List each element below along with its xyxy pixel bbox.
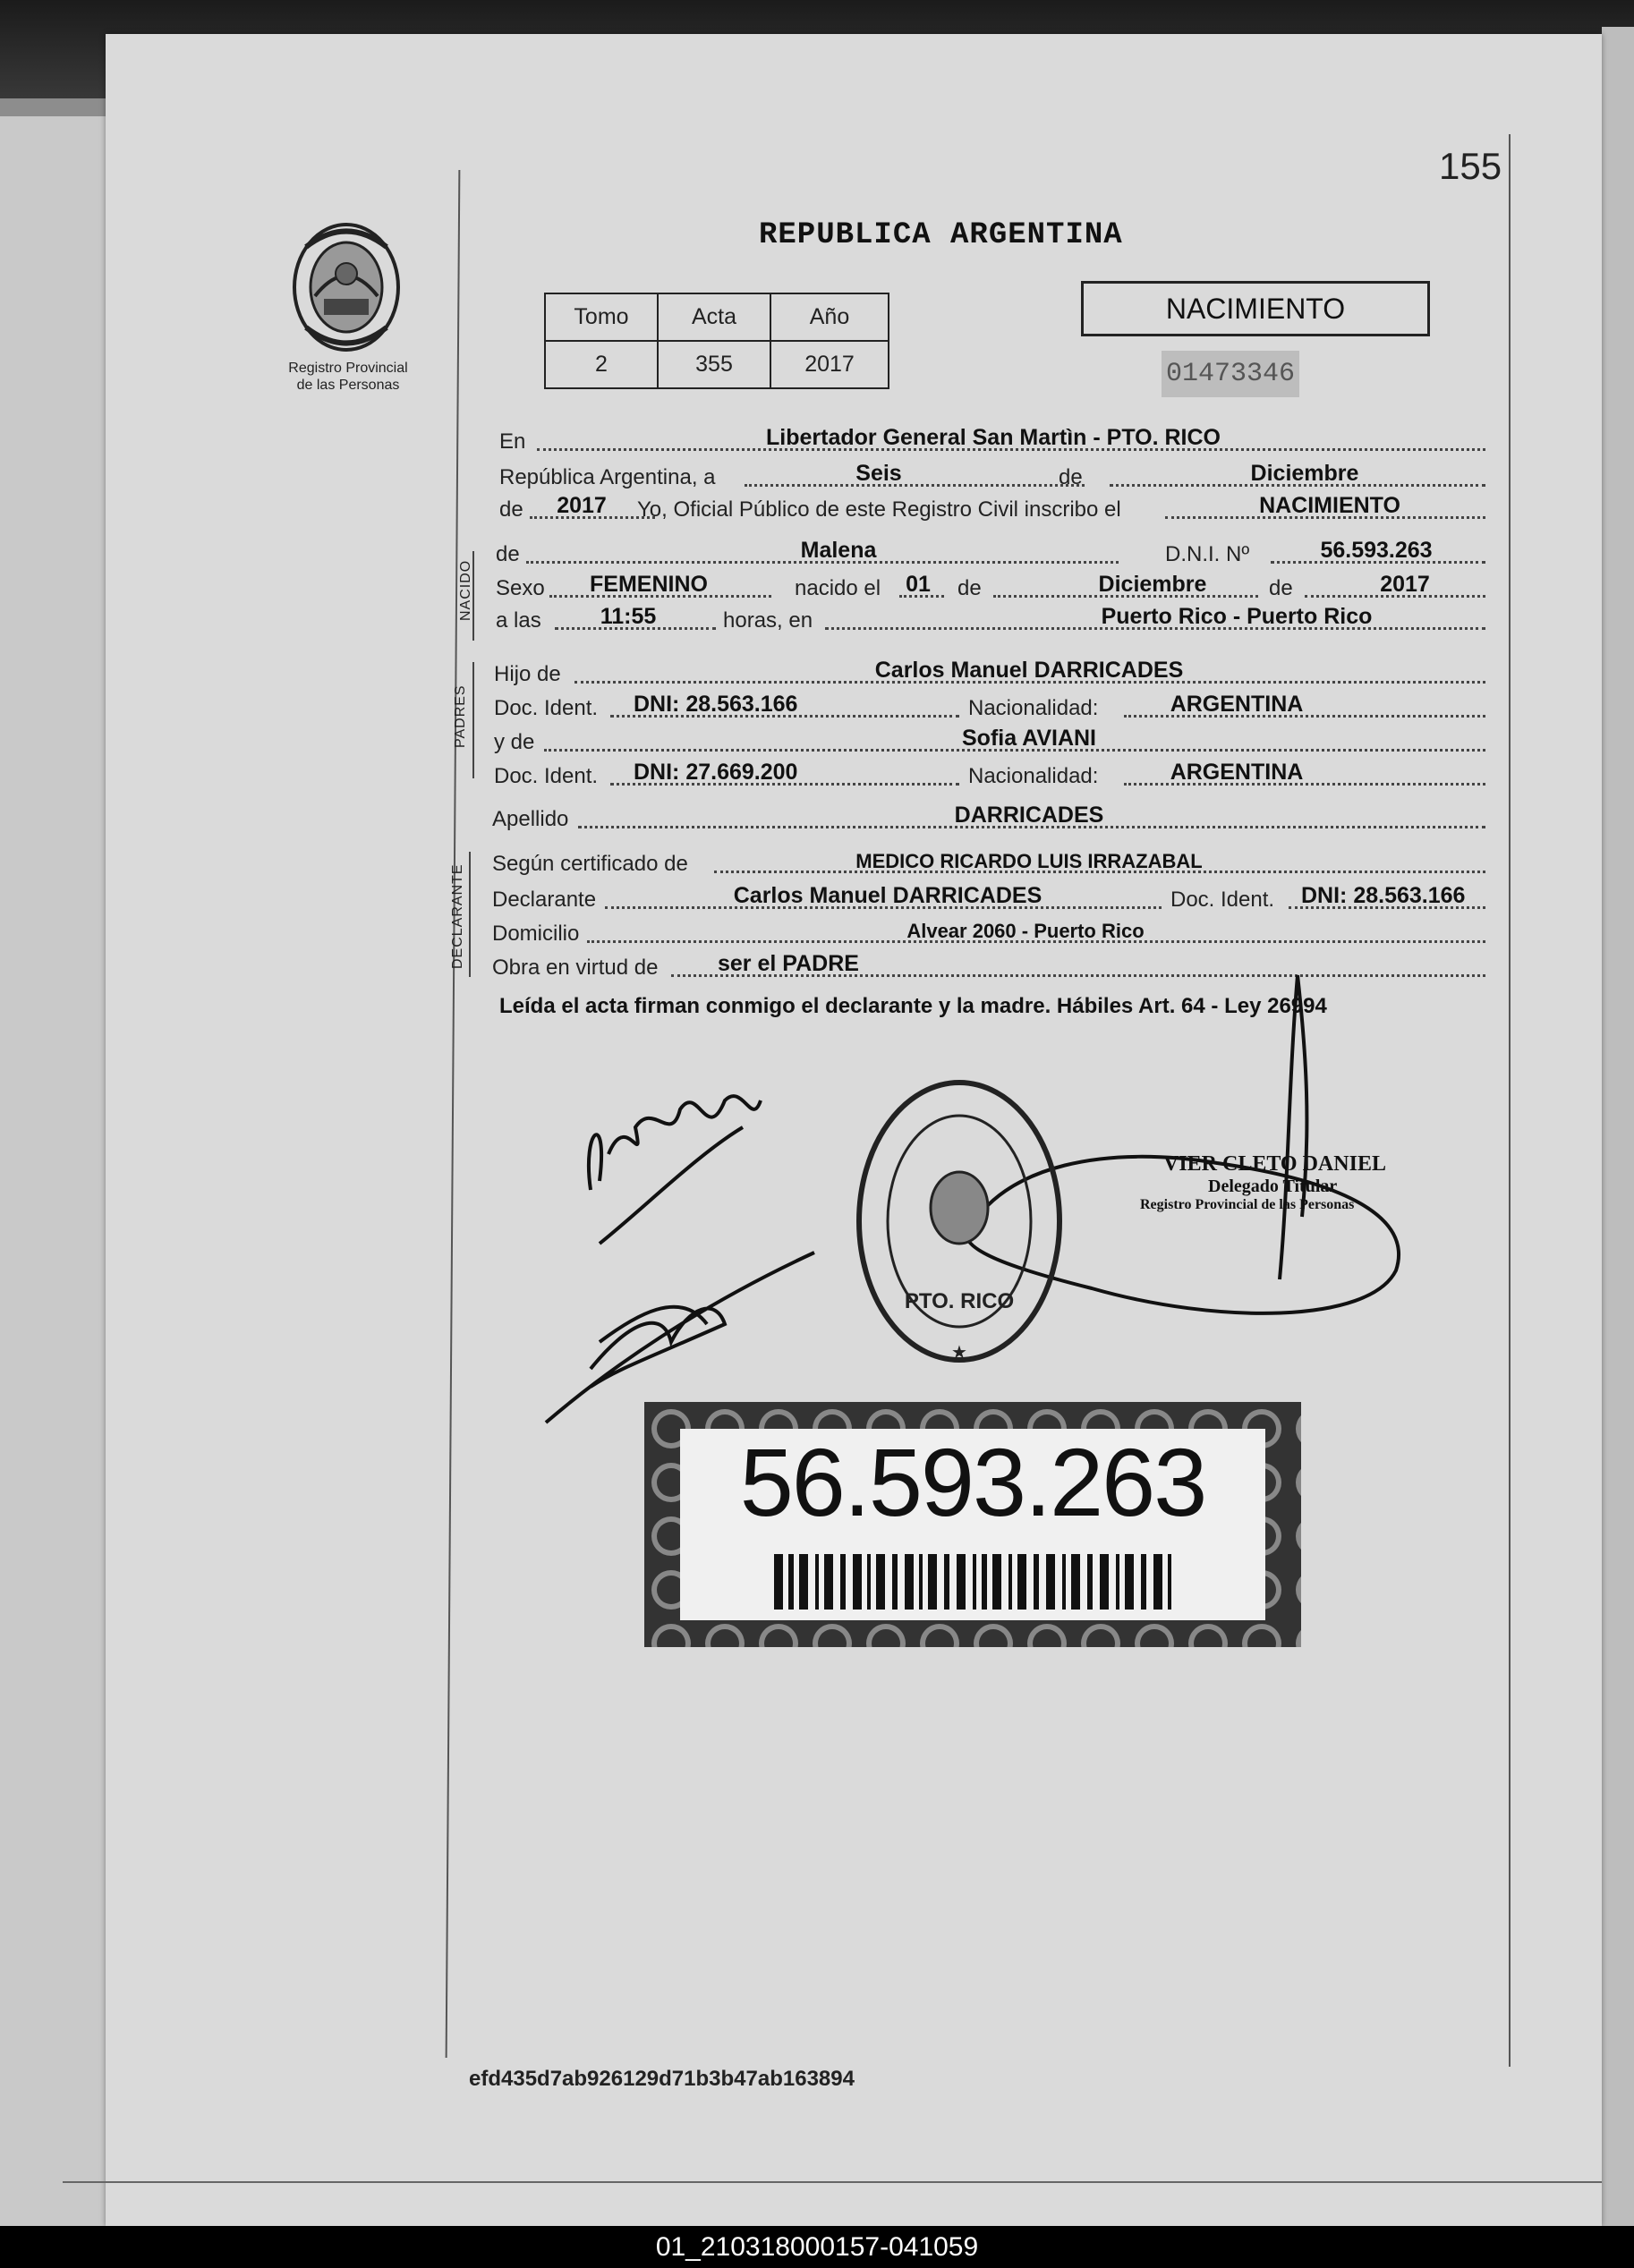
delegate-stamp xyxy=(1140,1152,1386,1213)
document-hash: efd435d7ab926129d71b3b47ab163894 xyxy=(469,2067,855,2091)
value-lugar-nacimiento: Puerto Rico - Puerto Rico xyxy=(1101,604,1373,629)
row-hora xyxy=(492,601,1485,635)
row-domicilio xyxy=(492,914,1485,948)
label-inscribo: Yo, Oficial Público de este Registro Civil inscribo el xyxy=(637,497,1121,522)
table-value-tomo: 2 xyxy=(545,341,658,388)
label-certificado: Según certificado de xyxy=(492,852,688,876)
label-de-anio: de xyxy=(499,497,523,522)
value-mes: Diciembre xyxy=(1250,461,1359,486)
label-doc-padre: Doc. Ident. xyxy=(494,696,599,720)
value-anio-nacimiento: 2017 xyxy=(1380,572,1430,597)
delegate-role: Delegado Titular xyxy=(1208,1176,1338,1196)
official-stamp xyxy=(852,1074,1067,1369)
table-value-acta: 355 xyxy=(658,341,770,388)
dots xyxy=(745,484,1085,487)
file-id-bar xyxy=(0,2226,1634,2268)
row-padre-doc xyxy=(492,689,1485,723)
label-nacionalidad-padre: Nacionalidad: xyxy=(968,696,1099,720)
label-de-mes: de xyxy=(957,576,982,600)
table-value-anio: 2017 xyxy=(770,341,889,388)
page-edge xyxy=(1602,27,1634,2228)
table-header-anio: Año xyxy=(770,293,889,341)
left-page-stub xyxy=(0,116,106,2228)
record-table-value-row xyxy=(545,341,889,388)
section-declarante: DECLARANTE xyxy=(450,863,465,969)
value-hora: 11:55 xyxy=(600,604,657,629)
label-en: En xyxy=(499,429,526,454)
closing-text: Leída el acta firman conmigo el declarante y la madre. Hábiles Art. 64 - Ley 26994 xyxy=(499,994,1327,1018)
delegate-office: Registro Provincial de las Personas xyxy=(1140,1197,1355,1212)
row-inscribo xyxy=(492,490,1485,524)
record-table-header-row xyxy=(545,293,889,341)
value-padre-nacionalidad: ARGENTINA xyxy=(1170,692,1304,717)
registry-name xyxy=(265,360,431,394)
label-nacido-el: nacido el xyxy=(795,576,881,600)
stamp-center-text: PTO. RICO xyxy=(904,1289,1015,1313)
value-lugar-registro: Libertador General San Martìn - PTO. RICO xyxy=(766,425,1221,450)
label-horas-en: horas, en xyxy=(723,608,813,633)
serial-number: 01473346 xyxy=(1162,351,1299,397)
row-declarante xyxy=(492,880,1485,914)
declarante-bar xyxy=(469,852,471,977)
row-nombre xyxy=(492,535,1485,569)
record-type-box: NACIMIENTO xyxy=(1081,281,1430,336)
value-madre-nacionalidad: ARGENTINA xyxy=(1170,760,1304,785)
svg-text:★: ★ xyxy=(951,1341,967,1363)
row-certificado xyxy=(492,845,1485,879)
registry-line-2: de las Personas xyxy=(296,378,400,393)
value-dni: 56.593.263 xyxy=(1320,538,1433,563)
value-sexo: FEMENINO xyxy=(590,572,708,597)
value-nombre: Malena xyxy=(800,538,877,563)
value-padre: Carlos Manuel DARRICADES xyxy=(874,658,1184,683)
table-header-tomo: Tomo xyxy=(545,293,658,341)
label-de: de xyxy=(1059,465,1083,489)
row-apellido xyxy=(492,800,1485,834)
row-y-de xyxy=(492,723,1485,757)
value-declarante: Carlos Manuel DARRICADES xyxy=(733,883,1043,908)
label-hijo-de: Hijo de xyxy=(494,662,561,686)
barcode-bars-icon xyxy=(774,1554,1171,1610)
label-doc-declarante: Doc. Ident. xyxy=(1170,888,1275,912)
value-padre-doc: DNI: 28.563.166 xyxy=(634,692,798,717)
value-mes-nacimiento: Diciembre xyxy=(1098,572,1207,597)
bottom-rule xyxy=(63,2181,1602,2183)
row-hijo-de xyxy=(492,655,1485,689)
section-padres: PADRES xyxy=(453,684,468,748)
label-domicilio: Domicilio xyxy=(492,922,580,946)
label-dni: D.N.I. Nº xyxy=(1165,542,1250,566)
right-margin-rule xyxy=(1509,134,1511,2067)
barcode-label xyxy=(644,1402,1301,1647)
label-y-de: y de xyxy=(494,730,535,754)
barcode-panel xyxy=(680,1429,1265,1620)
row-sexo xyxy=(492,569,1485,603)
page-title: REPUBLICA ARGENTINA xyxy=(759,218,1123,252)
row-en xyxy=(492,422,1485,456)
label-doc-madre: Doc. Ident. xyxy=(494,764,599,788)
value-obra: ser el PADRE xyxy=(718,951,859,976)
label-apellido: Apellido xyxy=(492,807,569,831)
row-madre-doc xyxy=(492,757,1485,791)
section-nacido: NACIDO xyxy=(458,559,473,621)
value-domicilio: Alvear 2060 - Puerto Rico xyxy=(906,920,1145,942)
value-dia: Seis xyxy=(855,461,902,486)
record-table xyxy=(544,293,889,389)
value-madre-doc: DNI: 27.669.200 xyxy=(634,760,798,785)
value-certificado: MEDICO RICARDO LUIS IRRAZABAL xyxy=(855,850,1203,872)
registry-line-1: Registro Provincial xyxy=(288,361,408,376)
value-tipo-inscripcion: NACIMIENTO xyxy=(1259,493,1400,518)
province-emblem-icon xyxy=(288,220,404,354)
value-anio: 2017 xyxy=(557,493,607,518)
value-declarante-doc: DNI: 28.563.166 xyxy=(1301,883,1466,908)
label-declarante: Declarante xyxy=(492,888,597,912)
value-apellido: DARRICADES xyxy=(954,803,1104,828)
file-id: 01_210318000157-041059 xyxy=(655,2232,979,2262)
label-obra: Obra en virtud de xyxy=(492,956,659,980)
row-republica xyxy=(492,458,1485,492)
table-header-acta: Acta xyxy=(658,293,770,341)
label-de-anio-nacimiento: de xyxy=(1269,576,1293,600)
barcode-number: 56.593.263 xyxy=(739,1428,1206,1536)
value-dia-nacimiento: 01 xyxy=(906,572,931,597)
label-a-las: a las xyxy=(496,608,541,633)
label-republica: República Argentina, a xyxy=(499,465,716,489)
padres-bar xyxy=(472,662,474,778)
label-de-nombre: de xyxy=(496,542,520,566)
label-sexo: Sexo xyxy=(496,576,545,600)
page-number: 155 xyxy=(1439,145,1502,187)
value-madre: Sofia AVIANI xyxy=(961,726,1097,751)
label-nacionalidad-madre: Nacionalidad: xyxy=(968,764,1099,788)
delegate-name: VIER CLETO DANIEL xyxy=(1163,1152,1386,1176)
